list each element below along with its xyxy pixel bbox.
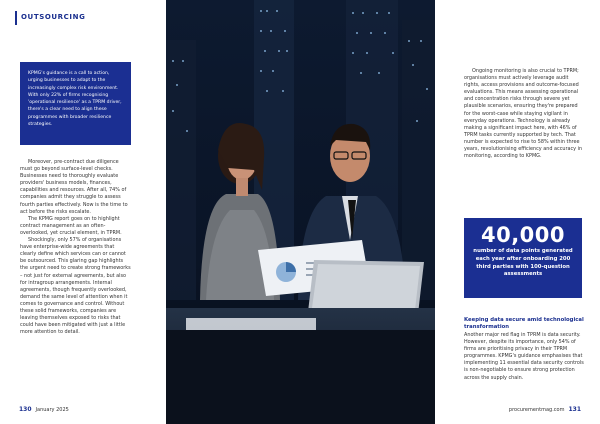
page-number: 131 [568,406,581,413]
stat-box [464,218,582,298]
footer-right [509,406,581,413]
callout-text: KPMG's guidance is a call to action, urging businesses to adapt to the increasingly complex risk environment. With only 22% of firms recognising 'operational resilience' as a TPRM driver, there's a clear need to align these programmes with broader resilience strategies. [28,71,122,128]
footer-left [19,406,69,413]
stat-caption: number of data points generated each year after onboarding 200 third parties with 100-question assessments [473,248,573,278]
paragraph: The KPMG report goes on to highlight contract management as an often-overlooked, yet crucial element, in TPRM. [20,215,122,236]
paragraph: Another major red flag in TPRM is data security. However, despite its importance, only 54% of firms are prioritising privacy in their TPRM programmes. KPMG's guidance emphasises that implementing 11 essential data security controls is non-negotiable to ensure strong protection across the supply chain. [464,332,584,381]
paragraph: Moreover, pre-contract due diligence must go beyond surface-level checks. Businesses need to thoroughly evaluate providers' business models, finances, capabilities and resources. After all, 74% of companies admit they struggle to assess fourth parties effectively. Now is the time to act before the risks escalate. [20,159,128,215]
paragraph: Ongoing monitoring is also crucial to TPRM; organisations must actively leverage audit rights, access provisions and outcome-focused evaluations. This means assessing operational and concentration risks through severe yet plausible scenarios, ensuring they're prepared for the worst-case while staying vigilant in everyday operations. Technology is already making a significant impact here, with 46% of TPRM tasks currently supported by tech. That number is expected to rise to 58% within three years, revolutionising efficiency and accuracy in monitoring, according to KPMG. [464,68,583,160]
right-column [464,68,584,160]
section-marker [15,11,17,25]
stat-number: 40,000 [480,223,566,247]
issue-date: January 2025 [35,407,69,413]
page-number: 130 [19,406,32,413]
paragraph: Shockingly, only 57% of organisations have enterprise-wide agreements that clearly define which services can or cannot be outsourced. This glaring gap highlights the urgent need to create strong frameworks – not just for external agreements, but also for intragroup arrangements. Internal agreements, though frequently overlooked, demand the same level of attention when it comes to governance and control. Without these solid frameworks, companies are leaving themselves exposed to risks that could have been mitigated with just a little more attention to detail. [20,237,131,336]
website: procurementmag.com [508,407,565,413]
feature-photo [166,0,435,424]
callout-box [20,62,131,145]
subheading: Keeping data secure amid technological transformation [464,317,584,331]
right-column-2 [464,332,584,382]
section-label: OUTSOURCING [21,13,86,21]
left-column [20,159,132,336]
photo-people-reviewing-documents-icon [166,0,435,424]
